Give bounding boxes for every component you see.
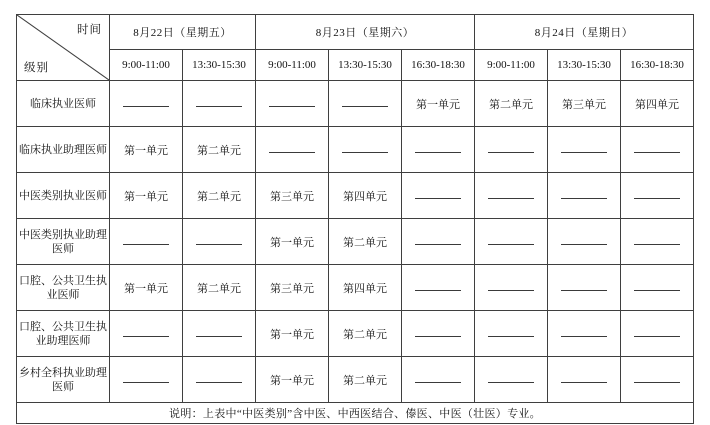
cell-4-2: 第三单元	[256, 265, 329, 311]
slot-header-2-0: 9:00-11:00	[475, 50, 548, 81]
empty-cell-dash	[561, 191, 607, 199]
cell-0-6: 第三单元	[548, 81, 621, 127]
table-body	[17, 81, 694, 424]
empty-cell-dash	[634, 375, 680, 383]
table-row	[17, 81, 694, 127]
empty-cell-dash	[342, 99, 388, 107]
cell-5-5	[475, 311, 548, 357]
empty-cell-dash	[488, 237, 534, 245]
empty-cell-dash	[269, 145, 315, 153]
table-row	[17, 127, 694, 173]
cell-3-0	[110, 219, 183, 265]
cell-3-5	[475, 219, 548, 265]
empty-cell-dash	[415, 237, 461, 245]
slot-header-1-2: 16:30-18:30	[402, 50, 475, 81]
cell-1-7	[621, 127, 694, 173]
cell-2-5	[475, 173, 548, 219]
table-row	[17, 311, 694, 357]
cell-0-0	[110, 81, 183, 127]
empty-cell-dash	[561, 283, 607, 291]
empty-cell-dash	[196, 237, 242, 245]
table-row	[17, 219, 694, 265]
cell-2-1: 第二单元	[183, 173, 256, 219]
empty-cell-dash	[196, 329, 242, 337]
header-row-days	[17, 15, 694, 50]
cell-0-3	[329, 81, 402, 127]
cell-5-0	[110, 311, 183, 357]
cell-0-7: 第四单元	[621, 81, 694, 127]
cell-0-2	[256, 81, 329, 127]
empty-cell-dash	[123, 99, 169, 107]
empty-cell-dash	[634, 329, 680, 337]
exam-schedule-table	[16, 14, 694, 424]
empty-cell-dash	[488, 375, 534, 383]
table-header	[17, 15, 694, 81]
cell-1-4	[402, 127, 475, 173]
cell-4-3: 第四单元	[329, 265, 402, 311]
empty-cell-dash	[634, 191, 680, 199]
table-note-row	[17, 403, 694, 424]
corner-category-label: 级别	[24, 62, 49, 74]
corner-header-cell	[17, 15, 110, 81]
empty-cell-dash	[342, 145, 388, 153]
empty-cell-dash	[415, 191, 461, 199]
cell-5-6	[548, 311, 621, 357]
exam-schedule-table-wrapper	[16, 14, 694, 424]
empty-cell-dash	[488, 145, 534, 153]
cell-3-3: 第二单元	[329, 219, 402, 265]
row-label-5: 口腔、公共卫生执业助理医师	[17, 311, 110, 357]
cell-4-1: 第二单元	[183, 265, 256, 311]
table-row	[17, 265, 694, 311]
cell-0-1	[183, 81, 256, 127]
slot-header-2-1: 13:30-15:30	[548, 50, 621, 81]
cell-3-4	[402, 219, 475, 265]
cell-2-3: 第四单元	[329, 173, 402, 219]
slot-header-0-1: 13:30-15:30	[183, 50, 256, 81]
row-label-4: 口腔、公共卫生执业医师	[17, 265, 110, 311]
cell-4-6	[548, 265, 621, 311]
empty-cell-dash	[415, 375, 461, 383]
cell-6-2: 第一单元	[256, 357, 329, 403]
cell-5-4	[402, 311, 475, 357]
cell-6-5	[475, 357, 548, 403]
empty-cell-dash	[488, 191, 534, 199]
row-label-1: 临床执业助理医师	[17, 127, 110, 173]
cell-4-4	[402, 265, 475, 311]
empty-cell-dash	[488, 329, 534, 337]
empty-cell-dash	[415, 283, 461, 291]
cell-6-6	[548, 357, 621, 403]
cell-2-7	[621, 173, 694, 219]
cell-6-0	[110, 357, 183, 403]
day-header-0: 8月22日（星期五）	[110, 15, 256, 50]
cell-1-2	[256, 127, 329, 173]
cell-5-1	[183, 311, 256, 357]
cell-1-6	[548, 127, 621, 173]
cell-2-0: 第一单元	[110, 173, 183, 219]
empty-cell-dash	[123, 237, 169, 245]
empty-cell-dash	[415, 145, 461, 153]
empty-cell-dash	[561, 375, 607, 383]
cell-5-2: 第一单元	[256, 311, 329, 357]
empty-cell-dash	[196, 375, 242, 383]
cell-2-2: 第三单元	[256, 173, 329, 219]
slot-header-0-0: 9:00-11:00	[110, 50, 183, 81]
cell-3-1	[183, 219, 256, 265]
cell-4-7	[621, 265, 694, 311]
empty-cell-dash	[488, 283, 534, 291]
row-label-6: 乡村全科执业助理医师	[17, 357, 110, 403]
row-label-2: 中医类别执业医师	[17, 173, 110, 219]
cell-4-5	[475, 265, 548, 311]
cell-6-1	[183, 357, 256, 403]
cell-0-4: 第一单元	[402, 81, 475, 127]
corner-time-label: 时间	[77, 24, 102, 36]
cell-3-2: 第一单元	[256, 219, 329, 265]
table-row	[17, 173, 694, 219]
cell-2-4	[402, 173, 475, 219]
cell-2-6	[548, 173, 621, 219]
table-row	[17, 357, 694, 403]
cell-6-7	[621, 357, 694, 403]
cell-1-0: 第一单元	[110, 127, 183, 173]
empty-cell-dash	[561, 145, 607, 153]
cell-0-5: 第二单元	[475, 81, 548, 127]
cell-1-1: 第二单元	[183, 127, 256, 173]
empty-cell-dash	[123, 329, 169, 337]
row-label-3: 中医类别执业助理医师	[17, 219, 110, 265]
cell-4-0: 第一单元	[110, 265, 183, 311]
cell-6-3: 第二单元	[329, 357, 402, 403]
cell-6-4	[402, 357, 475, 403]
empty-cell-dash	[634, 283, 680, 291]
empty-cell-dash	[634, 145, 680, 153]
table-note: 说明：上表中“中医类别”含中医、中西医结合、傣医、中医（壮医）专业。	[17, 403, 694, 424]
header-row-slots	[17, 50, 694, 81]
empty-cell-dash	[561, 237, 607, 245]
empty-cell-dash	[196, 99, 242, 107]
empty-cell-dash	[634, 237, 680, 245]
empty-cell-dash	[561, 329, 607, 337]
empty-cell-dash	[269, 99, 315, 107]
cell-1-5	[475, 127, 548, 173]
cell-3-7	[621, 219, 694, 265]
cell-5-3: 第二单元	[329, 311, 402, 357]
day-header-1: 8月23日（星期六）	[256, 15, 475, 50]
row-label-0: 临床执业医师	[17, 81, 110, 127]
day-header-2: 8月24日（星期日）	[475, 15, 694, 50]
cell-5-7	[621, 311, 694, 357]
empty-cell-dash	[123, 375, 169, 383]
slot-header-1-1: 13:30-15:30	[329, 50, 402, 81]
slot-header-2-2: 16:30-18:30	[621, 50, 694, 81]
empty-cell-dash	[415, 329, 461, 337]
cell-1-3	[329, 127, 402, 173]
cell-3-6	[548, 219, 621, 265]
slot-header-1-0: 9:00-11:00	[256, 50, 329, 81]
